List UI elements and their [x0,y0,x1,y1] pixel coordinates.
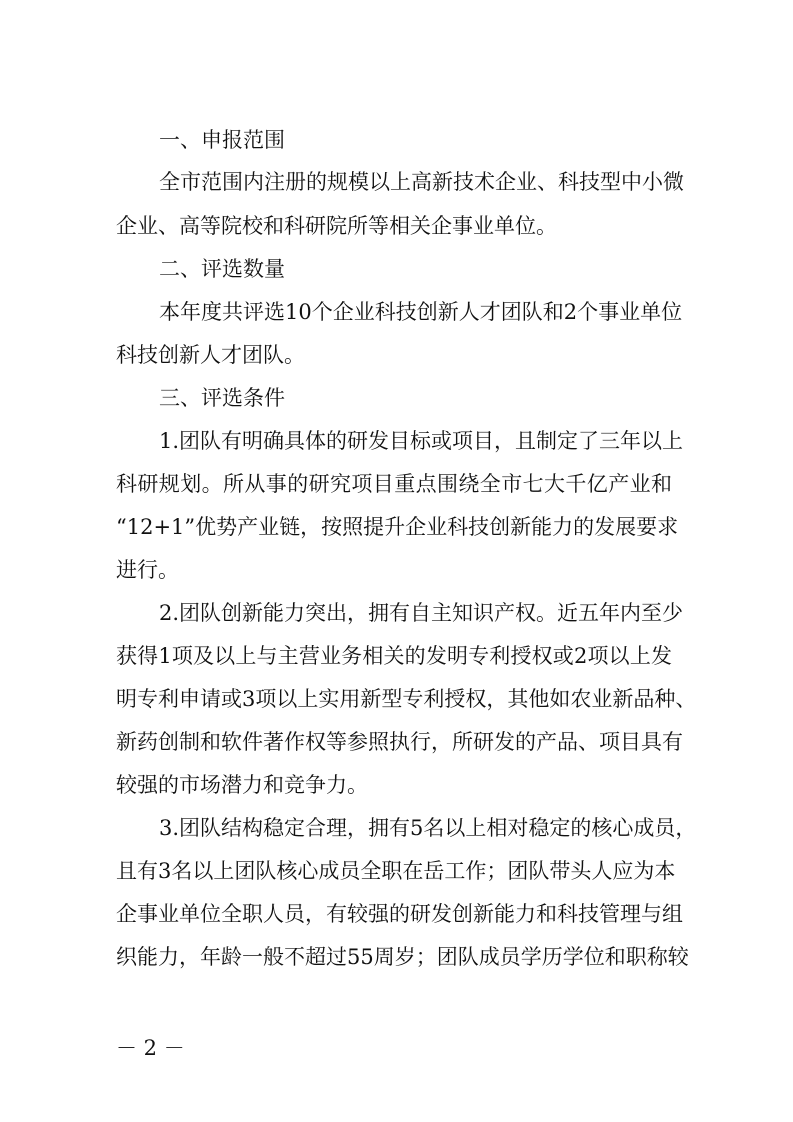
paragraph-line: 3.团队结构稳定合理，拥有5名以上相对稳定的核心成员， [159,816,697,840]
paragraph-line: 企事业单位全职人员，有较强的研发创新能力和科技管理与组 [116,902,683,926]
paragraph-line: 新药创制和软件著作权等参照执行，所研发的产品、项目具有 [116,730,683,754]
paragraph-line: 织能力，年龄一般不超过55周岁；团队成员学历学位和职称较 [116,945,689,969]
paragraph-line: 且有3名以上团队核心成员全职在岳工作；团队带头人应为本 [116,859,676,883]
paragraph-line: 获得1项及以上与主营业务相关的发明专利授权或2项以上发 [116,644,672,668]
paragraph-line: “12+1”优势产业链，按照提升企业科技创新能力的发展要求 [116,515,679,539]
paragraph-line: 1.团队有明确具体的研发目标或项目，且制定了三年以上 [159,429,684,453]
paragraph-line: 进行。 [116,558,179,582]
paragraph-line: 企业、高等院校和科研院所等相关企事业单位。 [116,214,557,238]
paragraph-line: 本年度共评选10个企业科技创新人才团队和2个事业单位 [159,300,683,324]
section-heading-scope: 一、申报范围 [159,128,285,152]
section-heading-quantity: 二、评选数量 [159,257,285,281]
paragraph-line: 明专利申请或3项以上实用新型专利授权，其他如农业新品种、 [116,687,697,711]
section-heading-conditions: 三、评选条件 [159,386,285,410]
paragraph-line: 科研规划。所从事的研究项目重点围绕全市七大千亿产业和 [116,472,672,496]
paragraph-line: 全市范围内注册的规模以上高新技术企业、科技型中小微 [159,170,684,194]
paragraph-line: 较强的市场潜力和竞争力。 [116,773,368,797]
page-number: － 2 － [116,1036,185,1060]
paragraph-line: 科技创新人才团队。 [116,343,305,367]
paragraph-line: 2.团队创新能力突出，拥有自主知识产权。近五年内至少 [159,601,684,625]
